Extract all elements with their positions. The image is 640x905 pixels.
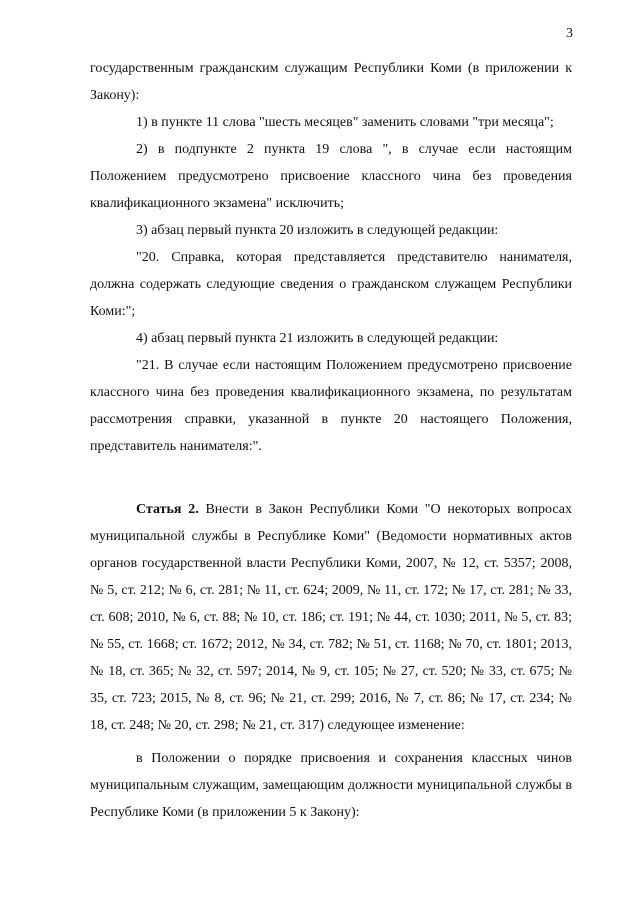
page-number: 3 bbox=[566, 26, 573, 41]
article-2-text: Внести в Закон Республики Коми "О некоторых вопросах муниципальной службы в Республике Коми" (Ведомости нормативных актов органов государственной власти Республики Коми, 2007, № 12, ст. 5357; 2008, № 5, ст. 212; № 6, ст. 281; № 11, ст. 624; 2009, № 11, ст. 172; № 17, ст. 281; № 33, ст. 608; 2010, № 6, ст. 88; № 10, ст. 186; ст. 191; № 44, ст. 1030; 2011, № 5, ст. 83; № 55, ст. 1668; ст. 1672; 2012, № 34, ст. 782; № 51, ст. 1168; № 70, ст. 1801; 2013, № 18, ст. 365; № 32, ст. 597; 2014, № 9, ст. 105; № 27, ст. 520; № 33, ст. 675; № 35, ст. 723; 2015, № 8, ст. 96; № 21, ст. 299; 2016, № 7, ст. 86; № 17, ст. 234; № 18, ст. 248; № 20, ст. 298; № 21, ст. 317) следующее изменение: bbox=[90, 502, 573, 733]
paragraph-item-4: 4) абзац первый пункта 21 изложить в следующей редакции: bbox=[136, 331, 499, 346]
paragraph-item-2: 2) в подпункте 2 пункта 19 слова ", в случае если настоящим Положением предусмотрено присвоение классного чина без проведения квалификационного экзамена" исключить; bbox=[90, 142, 572, 211]
paragraph-quote-20: "20. Справка, которая представляется представителю нанимателя, должна содержать следующие сведения о гражданском служащем Республики Коми:"; bbox=[90, 250, 572, 319]
paragraph-item-3: 3) абзац первый пункта 20 изложить в следующей редакции: bbox=[136, 223, 499, 238]
paragraph-quote-21: "21. В случае если настоящим Положением предусмотрено присвоение классного чина без проведения квалификационного экзамена, по результатам рассмотрения справки, указанной в пункте 20 настоящего Положения, представитель нанимателя:". bbox=[90, 358, 572, 454]
paragraph-continuation: государственным гражданским служащим Республики Коми (в приложении к Закону): bbox=[90, 61, 572, 103]
article-2-paragraph bbox=[90, 496, 572, 739]
document-body bbox=[90, 55, 572, 826]
final-paragraph: в Положении о порядке присвоения и сохранения классных чинов муниципальным служащим, замещающим должности муниципальной службы в Республике Коми (в приложении 5 к Закону): bbox=[90, 751, 572, 820]
section-gap bbox=[90, 460, 572, 496]
article-2-heading: Статья 2. bbox=[136, 502, 199, 517]
paragraph-item-1: 1) в пункте 11 слова "шесть месяцев" заменить словами "три месяца"; bbox=[136, 115, 554, 130]
